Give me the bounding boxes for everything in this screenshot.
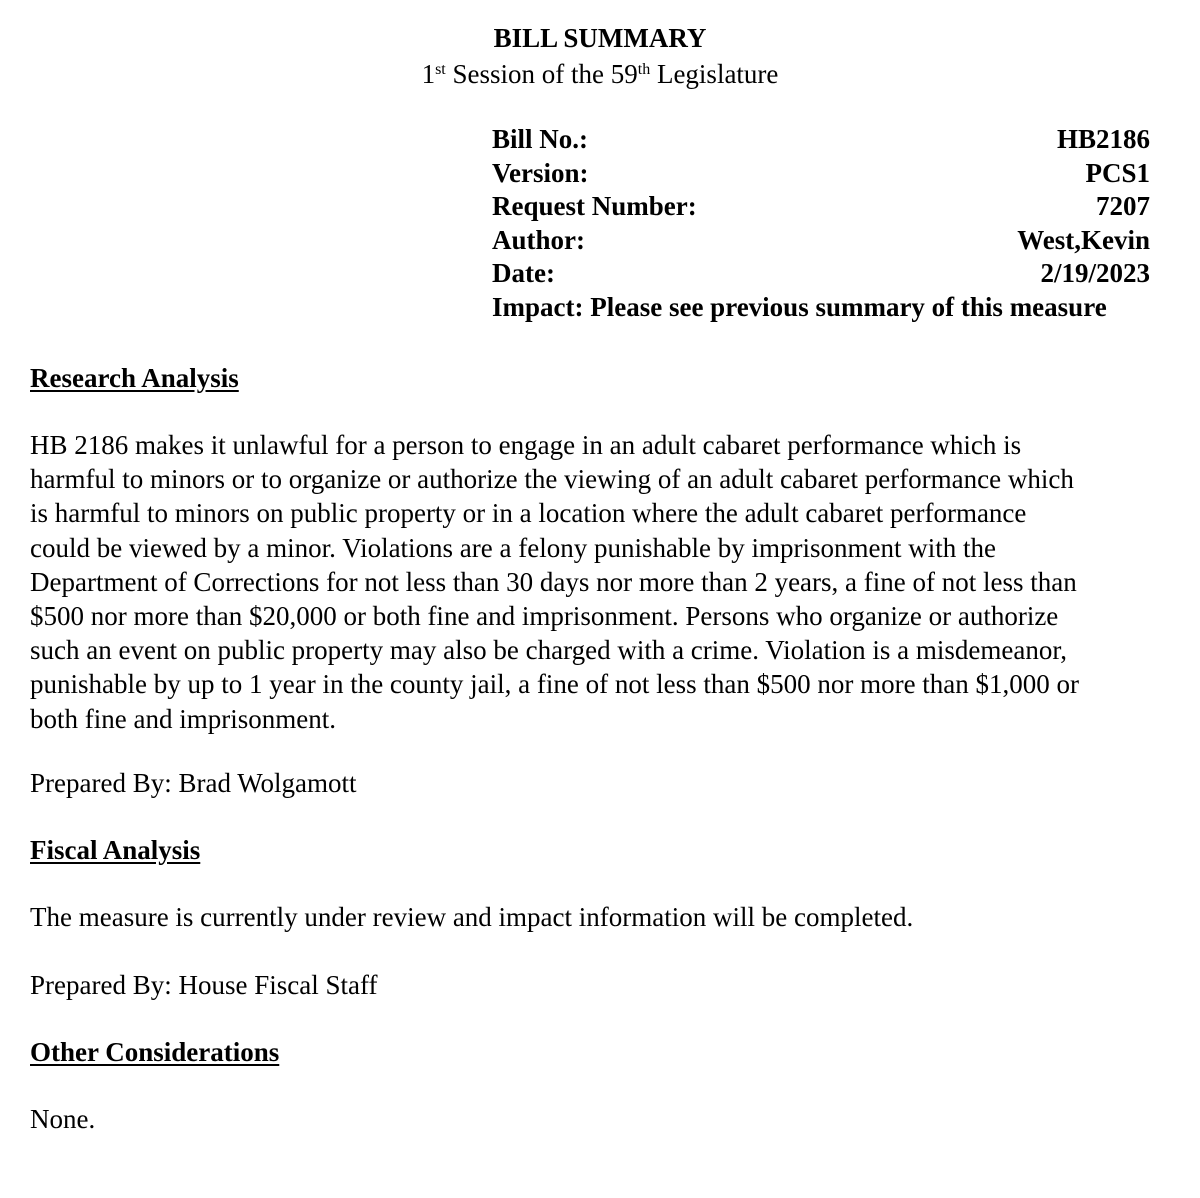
legislature-ordinal-suffix: th — [637, 61, 651, 78]
bill-no-label: Bill No.: — [492, 124, 589, 154]
fiscal-analysis-body: The measure is currently under review and impact information will be completed. — [30, 902, 914, 932]
author-value: West,Kevin — [1017, 224, 1150, 255]
research-line: such an event on public property may also be charged with a crime. Violation is a misdemeanor, — [30, 635, 1068, 666]
session-end-text: Legislature — [650, 59, 779, 89]
author-row — [492, 224, 1150, 258]
research-line: punishable by up to 1 year in the county jail, a fine of not less than $500 nor more than $1,000 or — [30, 669, 1080, 700]
session-number: 1 — [421, 59, 436, 89]
date-value: 2/19/2023 — [1040, 258, 1150, 289]
date-row — [492, 257, 1150, 291]
research-line: could be viewed by a minor. Violations are a felony punishable by imprisonment with the — [30, 532, 996, 563]
other-considerations-body: None. — [30, 1104, 96, 1134]
session-line — [0, 58, 1200, 90]
version-row — [492, 157, 1150, 191]
session-mid-text: Session of the 59 — [445, 59, 638, 89]
version-label: Version: — [492, 157, 589, 188]
version-value: PCS1 — [1085, 157, 1150, 188]
document-title: BILL SUMMARY — [493, 23, 707, 53]
request-number-label: Request Number: — [492, 191, 697, 222]
request-number-row — [492, 190, 1150, 224]
fiscal-analysis-heading: Fiscal Analysis — [30, 835, 201, 865]
bill-metadata — [492, 123, 1162, 325]
research-analysis-heading: Research Analysis — [30, 363, 239, 393]
fiscal-prepared-by: Prepared By: House Fiscal Staff — [30, 970, 378, 1000]
bill-no-row — [492, 123, 1150, 157]
research-line: both fine and imprisonment. — [30, 703, 336, 734]
research-line: harmful to minors or to organize or authorize the viewing of an adult cabaret performance which — [30, 464, 1074, 495]
research-line: HB 2186 makes it unlawful for a person to engage in an adult cabaret performance which is — [30, 430, 1022, 460]
impact-text: Impact: Please see previous summary of this measure — [492, 291, 1107, 322]
request-number-value: 7207 — [1096, 191, 1150, 222]
bill-no-value: HB2186 — [1056, 124, 1150, 154]
session-ordinal-suffix: st — [435, 61, 446, 78]
author-label: Author: — [492, 224, 585, 255]
research-line: $500 nor more than $20,000 or both fine and imprisonment. Persons who organize or authorize — [30, 601, 1059, 632]
impact-row — [492, 291, 1162, 325]
date-label: Date: — [492, 258, 555, 289]
research-analysis-body — [30, 428, 1175, 736]
research-line: is harmful to minors on public property or in a location where the adult cabaret performance — [30, 498, 1027, 529]
other-considerations-heading: Other Considerations — [30, 1037, 280, 1067]
research-prepared-by: Prepared By: Brad Wolgamott — [30, 768, 357, 798]
research-line: Department of Corrections for not less than 30 days nor more than 2 years, a fine of not less than — [30, 566, 1077, 597]
